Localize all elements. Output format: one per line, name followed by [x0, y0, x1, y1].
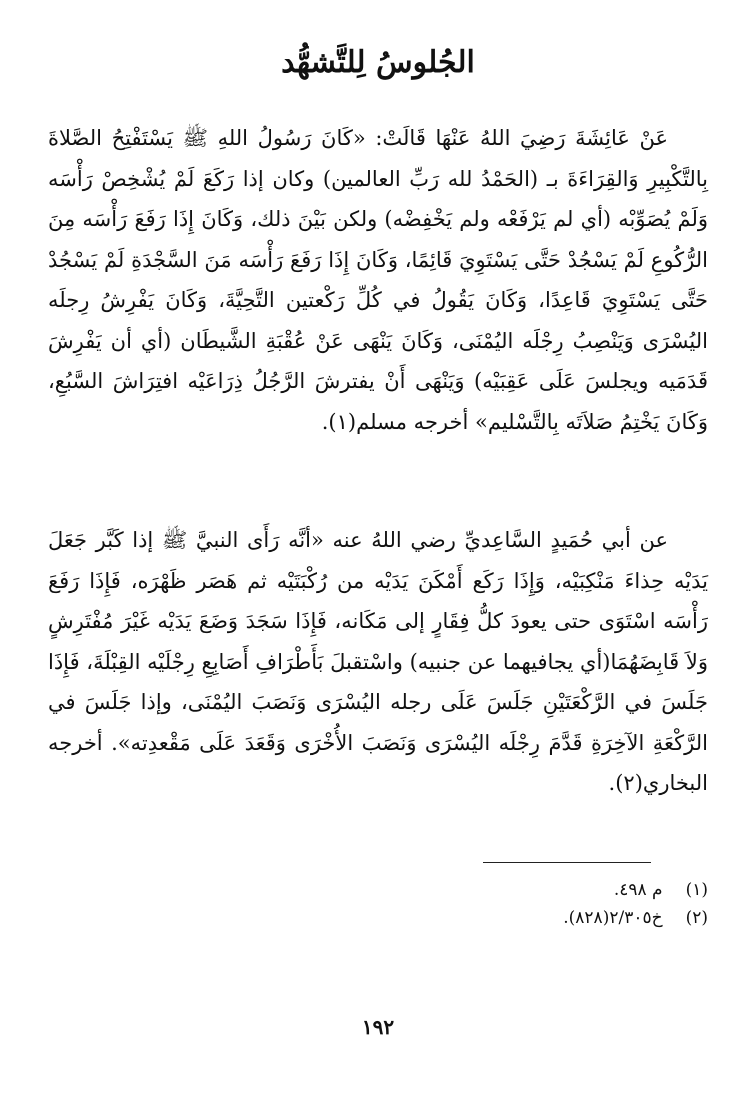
page-title: الجُلوسُ لِلتَّشهُّد — [281, 45, 475, 80]
footnote-2 — [48, 904, 708, 932]
footnote-text: خ٢/٣٠٥(٨٢٨). — [563, 908, 663, 928]
footnote-text: م ٤٩٨. — [613, 880, 663, 900]
hadith-paragraph-abu-humaid: عن أبي حُمَيدٍ السَّاعِديِّ رضي اللهُ عنه «أنَّه رَأَى النبيَّ ﷺ إذا كَبَّر جَعَلَ يَدَيْه حِذاءَ مَنْكِبَيْه، وَإِذَا رَكَع أَمْكَنَ يَدَيْه من رُكْبَتَيْه ثم هَصَر ظَهْرَه، فَإِذَا رَفَعَ رَأْسَه اسْتَوَى حتى يعودَ كلُّ فِقَارٍ إلى مَكَانه، فَإِذَا سَجَدَ وَضَعَ يَدَيْه غَيْرَ مُفْتَرِشٍ وَلاَ قَابِضَهُمَا(أي يجافيهما عن جنبيه) واسْتقبلَ بَأَطْرَافِ أَصَابِعِ رِجْلَيْه القِبْلَةَ، فَإِذَا جَلَسَ في الرَّكْعَتَيْنِ جَلَسَ عَلَى رجله اليُسْرَى وَنَصَبَ اليُمْنَى، وإذا جَلَسَ في الرَّكْعَةِ الآخِرَةِ قَدَّمَ رِجْلَه اليُسْرَى وَنَصَبَ الأُخْرَى وَقَعَدَ عَلَى مَقْعدِته». أخرجه البخاري(٢). — [48, 528, 708, 795]
hadith-paragraph-aisha: عَنْ عَائِشَةَ رَضِيَ اللهُ عَنْهَا قَالَتْ: «كَانَ رَسُولُ اللهِ ﷺ يَسْتَفْتِحُ الصَّلاةَ بِالتَّكْبِيرِ وَالقِرَاءَةَ بـ (الحَمْدُ لله رَبِّ العالمين) وكان إذا رَكَعَ لَمْ يُشْخِصْ رَأْسَه وَلَمْ يُصَوِّبْه (أي لم يَرْفَعْه ولم يَخْفِضْه) ولكن بَيْنَ ذلك، وَكَانَ إِذَا رَفَعَ رَأْسَه مِنَ الرُّكُوعِ لَمْ يَسْجُدْ حَتَّى يَسْتَوِيَ قَائِمًا، وَكَانَ إِذَا رَفَعَ رَأْسَه مَنَ السَّجْدَةِ لَمْ يَسْجُدْ حَتَّى يَسْتَوِيَ قَاعِدًا، وَكَانَ يَقُولُ في كُلِّ رَكْعتين التَّحِيَّةَ، وَكَانَ يَفْرِشُ رِجلَه اليُسْرَى وَيَنْصِبُ رِجْلَه اليُمْنَى، وَكَانَ يَنْهَى عَنْ عُقْبَةِ الشَّيطَان (أي أن يَفْرِشَ قَدَمَيه ويجلسَ عَلَى عَقِبَيْه) وَيَنْهَى أَنْ يفترشَ الرَّجُلُ ذِرَاعَيْه افتِرَاشَ السَّبُعِ، وَكَانَ يَخْتِمُ صَلاَتَه بِالتَّسْليم» أخرجه مسلم(١). — [48, 126, 708, 434]
footnotes — [48, 876, 708, 932]
footnote-number: (١) — [685, 880, 708, 900]
page-number: ١٩٢ — [361, 1015, 395, 1039]
footnote-number: (٢) — [685, 908, 708, 928]
footnote-separator — [483, 862, 651, 863]
footnote-1 — [48, 876, 708, 904]
